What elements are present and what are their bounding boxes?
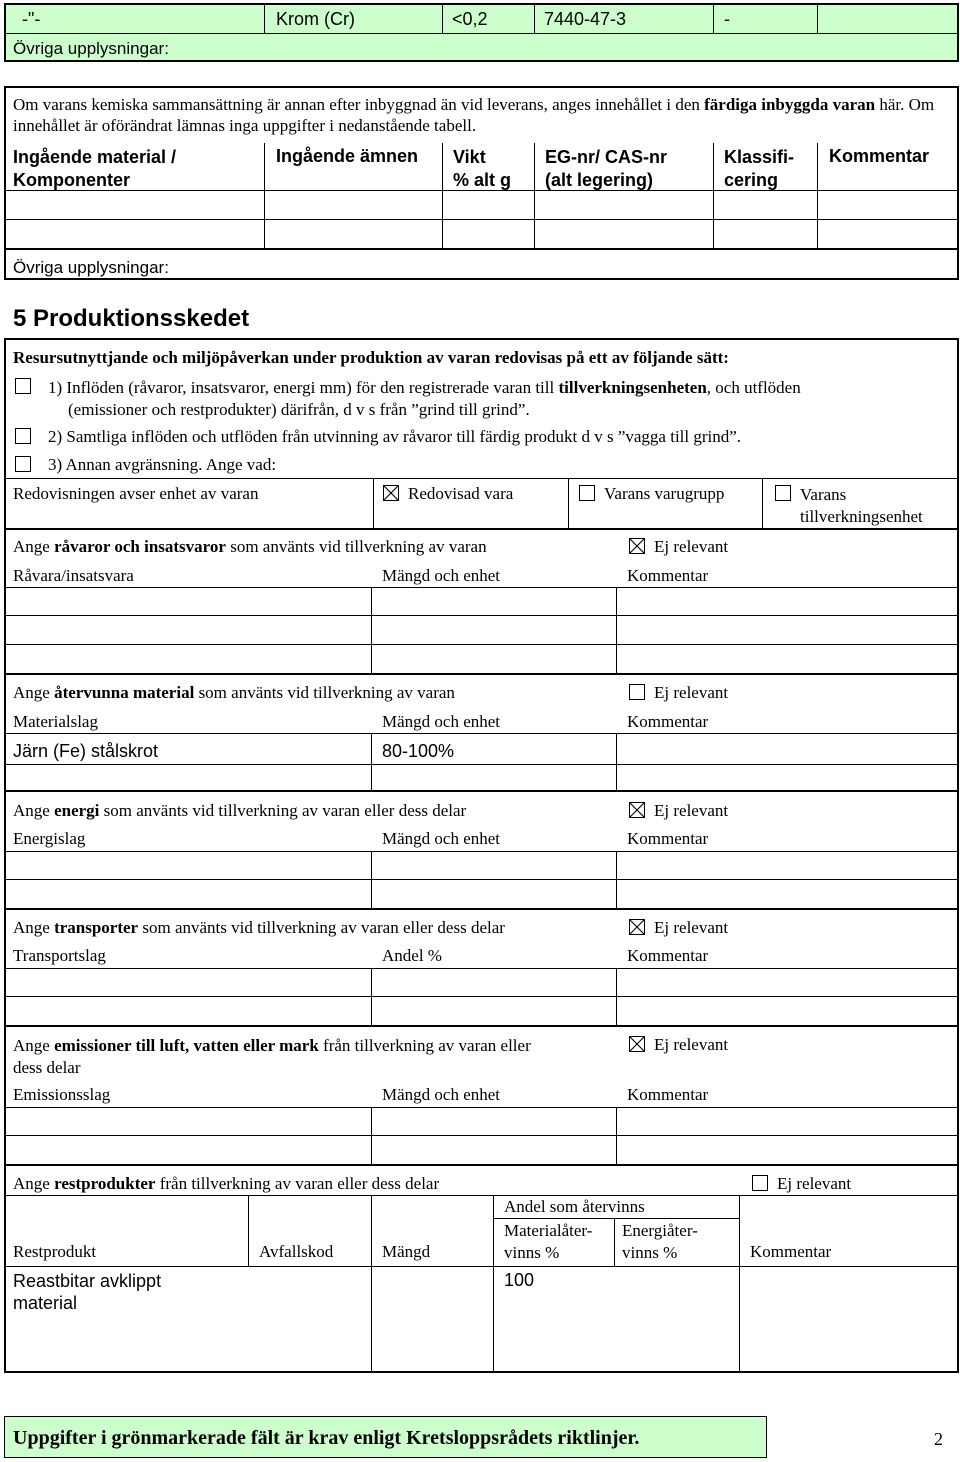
recycled-col-material: Materialslag [13,712,98,731]
transport-col-type: Transportslag [13,946,106,965]
option-1-text: 1) Inflöden (råvaror, insatsvaror, energi mm) för den registrerade varan till tillverkningsenheten, och utflöden (emissioner och restprodukter) därifrån, d v s från ”grind till grind”. [48,378,801,419]
top-substance-cell: Krom (Cr) [276,9,355,29]
recycled-not-relevant-label: Ej relevant [654,683,729,702]
recycled-not-relevant-checkbox[interactable] [629,684,645,700]
header-weight: Vikt % alt g [453,147,512,190]
option-3-checkbox[interactable] [15,456,31,472]
transport-col-share: Andel % [382,946,442,965]
top-class-cell: - [724,9,730,29]
emissions-col-type: Emissionsslag [13,1085,111,1104]
residual-col-comment: Kommentar [750,1242,832,1261]
option-1-checkbox[interactable] [15,378,31,394]
recycled-row-amount: 80-100% [382,741,455,761]
top-dash-cell: -"- [22,9,41,29]
transport-not-relevant-checkbox[interactable] [629,919,645,935]
option-2-checkbox[interactable] [15,428,31,444]
emissions-col-amount: Mängd och enhet [382,1085,501,1104]
checkmark-x-icon [384,486,398,500]
production-intro: Resursutnyttjande och miljöpåverkan under produktion av varan redovisas på ett av följande sätt: [13,348,729,367]
energy-question: Ange energi som använts vid tillverkning av varan eller dess delar [13,801,467,820]
emissions-col-comment: Kommentar [627,1085,709,1104]
header-comment: Kommentar [829,146,930,166]
raw-col-amount: Mängd och enhet [382,566,501,585]
built-in-intro: Om varans kemiska sammansättning är annan efter inbyggnad än vid leverans, anges innehållet i den färdiga inbyggda varan här. Om innehållet är oförändrat lämnas inga uppgifter i nedanstående tabell. [13,95,935,135]
transport-col-comment: Kommentar [627,946,709,965]
header-classification: Klassifi- cering [724,147,795,190]
checkmark-x-icon [630,803,644,817]
emissions-question: Ange emissioner till luft, vatten eller mark från tillverkning av varan eller dess delar [13,1036,531,1077]
built-in-other-info-label: Övriga upplysningar: [13,258,169,277]
energy-col-type: Energislag [13,829,86,848]
recycled-col-amount: Mängd och enhet [382,712,501,731]
energy-col-comment: Kommentar [627,829,709,848]
top-cas-cell: 7440-47-3 [544,9,627,29]
unit-label: Redovisningen avser enhet av varan [13,484,259,503]
raw-not-relevant-checkbox[interactable] [629,538,645,554]
recycled-col-comment: Kommentar [627,712,709,731]
header-substances: Ingående ämnen [276,146,419,166]
top-other-info-label: Övriga upplysningar: [13,39,169,58]
top-weight-cell: <0,2 [452,9,488,29]
transport-question: Ange transporter som använts vid tillverkning av varan eller dess delar [13,918,505,937]
section-5-title: 5 Produktionsskedet [13,305,250,332]
page-number: 2 [934,1429,943,1449]
transport-not-relevant-label: Ej relevant [654,918,729,937]
raw-question: Ange råvaror och insatsvaror som använts vid tillverkning av varan [13,537,487,556]
residual-row-material-recovery: 100 [504,1270,535,1290]
residual-not-relevant-label: Ej relevant [777,1174,852,1193]
checkmark-x-icon [630,920,644,934]
unit-reported-product-checkbox[interactable] [383,485,399,501]
header-material: Ingående material / Komponenter [13,147,177,190]
unit-product-group-label: Varans varugrupp [604,484,725,503]
unit-manufacturing-label: Varans tillverkningsenhet [800,485,923,526]
raw-not-relevant-label: Ej relevant [654,537,729,556]
recycled-question: Ange återvunna material som använts vid tillverkning av varan [13,683,455,702]
option-3-text: 3) Annan avgränsning. Ange vad: [48,455,277,474]
emissions-not-relevant-checkbox[interactable] [629,1036,645,1052]
raw-col-material: Råvara/insatsvara [13,566,134,585]
option-2-text: 2) Samtliga inflöden och utflöden från utvinning av råvaror till färdig produkt d v s ”vagga till grind”. [48,427,742,446]
recycled-row-material: Järn (Fe) stålskrot [13,741,159,761]
unit-reported-product-label: Redovisad vara [408,484,514,503]
checkmark-x-icon [630,539,644,553]
energy-not-relevant-checkbox[interactable] [629,802,645,818]
footer-note: Uppgifter i grönmarkerade fält är krav enligt Kretsloppsrådets riktlinjer. [13,1427,640,1449]
residual-col-amount: Mängd [382,1242,431,1261]
unit-manufacturing-checkbox[interactable] [775,485,791,501]
residual-col-energy-recovery: Energiåter- vinns % [622,1221,698,1262]
residual-question: Ange restprodukter från tillverkning av varan eller dess delar [13,1174,440,1193]
residual-col-product: Restprodukt [13,1242,97,1261]
raw-col-comment: Kommentar [627,566,709,585]
residual-row-product: Reastbitar avklippt material [13,1271,162,1313]
energy-not-relevant-label: Ej relevant [654,801,729,820]
residual-col-waste-code: Avfallskod [259,1242,334,1261]
unit-product-group-checkbox[interactable] [579,485,595,501]
residual-col-share: Andel som återvinns [504,1197,645,1216]
energy-col-amount: Mängd och enhet [382,829,501,848]
checkmark-x-icon [630,1037,644,1051]
header-cas: EG-nr/ CAS-nr (alt legering) [545,147,668,190]
emissions-not-relevant-label: Ej relevant [654,1035,729,1054]
residual-not-relevant-checkbox[interactable] [752,1175,768,1191]
residual-col-material-recovery: Materialåter- vinns % [504,1221,593,1262]
